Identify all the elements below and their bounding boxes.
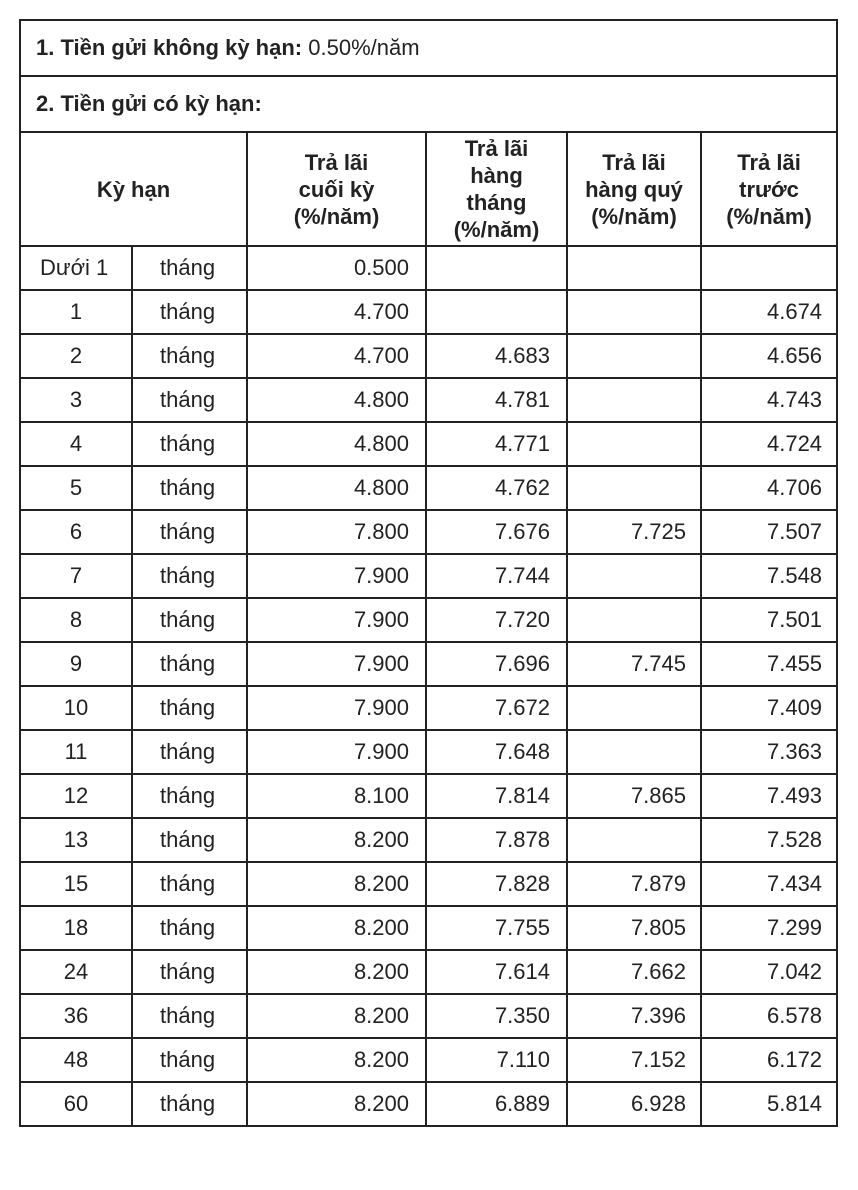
unit-cell: tháng bbox=[132, 1082, 247, 1126]
table-row bbox=[20, 554, 837, 598]
quarterly-rate-cell bbox=[567, 334, 701, 378]
upfront-rate-cell: 6.172 bbox=[701, 1038, 837, 1082]
upfront-rate-cell: 7.507 bbox=[701, 510, 837, 554]
upfront-rate-cell: 7.409 bbox=[701, 686, 837, 730]
quarterly-rate-cell bbox=[567, 378, 701, 422]
quarterly-rate-cell bbox=[567, 554, 701, 598]
unit-cell: tháng bbox=[132, 994, 247, 1038]
interest-rate-table bbox=[19, 19, 838, 1127]
unit-cell: tháng bbox=[132, 1038, 247, 1082]
header-end-of-term bbox=[247, 132, 426, 246]
table-row bbox=[20, 906, 837, 950]
term-cell: 24 bbox=[20, 950, 132, 994]
term-cell: 7 bbox=[20, 554, 132, 598]
upfront-rate-cell: 7.363 bbox=[701, 730, 837, 774]
end-of-term-rate-cell: 7.900 bbox=[247, 730, 426, 774]
end-of-term-rate-cell: 7.900 bbox=[247, 598, 426, 642]
monthly-rate-cell: 4.771 bbox=[426, 422, 567, 466]
term-cell: 6 bbox=[20, 510, 132, 554]
end-of-term-rate-cell: 8.200 bbox=[247, 818, 426, 862]
end-of-term-rate-cell: 4.700 bbox=[247, 334, 426, 378]
table-row bbox=[20, 598, 837, 642]
end-of-term-rate-cell: 0.500 bbox=[247, 246, 426, 290]
rate-rows bbox=[20, 246, 837, 1126]
unit-cell: tháng bbox=[132, 554, 247, 598]
header-upfront-line-1: Trả lãi bbox=[737, 149, 801, 175]
quarterly-rate-cell bbox=[567, 598, 701, 642]
end-of-term-rate-cell: 7.800 bbox=[247, 510, 426, 554]
term-cell: 11 bbox=[20, 730, 132, 774]
monthly-rate-cell: 7.755 bbox=[426, 906, 567, 950]
term-cell: 36 bbox=[20, 994, 132, 1038]
quarterly-rate-cell: 7.662 bbox=[567, 950, 701, 994]
header-end-line-2: cuối kỳ bbox=[298, 176, 375, 202]
upfront-rate-cell: 5.814 bbox=[701, 1082, 837, 1126]
quarterly-rate-cell: 7.396 bbox=[567, 994, 701, 1038]
unit-cell: tháng bbox=[132, 598, 247, 642]
end-of-term-rate-cell: 4.800 bbox=[247, 422, 426, 466]
upfront-rate-cell: 6.578 bbox=[701, 994, 837, 1038]
demand-deposit-rate: 0.50%/năm bbox=[308, 35, 420, 60]
term-cell: 5 bbox=[20, 466, 132, 510]
quarterly-rate-cell bbox=[567, 466, 701, 510]
upfront-rate-cell: 7.434 bbox=[701, 862, 837, 906]
table-row bbox=[20, 642, 837, 686]
table-row bbox=[20, 1038, 837, 1082]
unit-cell: tháng bbox=[132, 246, 247, 290]
header-upfront-line-2: trước bbox=[739, 176, 799, 202]
term-deposit-cell bbox=[20, 76, 837, 132]
unit-cell: tháng bbox=[132, 906, 247, 950]
monthly-rate-cell bbox=[426, 246, 567, 290]
term-cell: 10 bbox=[20, 686, 132, 730]
upfront-rate-cell: 7.455 bbox=[701, 642, 837, 686]
upfront-rate-cell: 4.724 bbox=[701, 422, 837, 466]
end-of-term-rate-cell: 4.800 bbox=[247, 466, 426, 510]
term-cell: 4 bbox=[20, 422, 132, 466]
upfront-rate-cell: 7.493 bbox=[701, 774, 837, 818]
term-cell: Dưới 1 bbox=[20, 246, 132, 290]
header-quarterly-line-1: Trả lãi bbox=[602, 149, 666, 175]
term-deposit-label: 2. Tiền gửi có kỳ hạn: bbox=[36, 91, 262, 116]
table-row bbox=[20, 378, 837, 422]
term-cell: 3 bbox=[20, 378, 132, 422]
upfront-rate-cell: 4.706 bbox=[701, 466, 837, 510]
unit-cell: tháng bbox=[132, 774, 247, 818]
quarterly-rate-cell bbox=[567, 290, 701, 334]
header-quarterly bbox=[567, 132, 701, 246]
quarterly-rate-cell: 7.805 bbox=[567, 906, 701, 950]
upfront-rate-cell: 7.042 bbox=[701, 950, 837, 994]
table-row bbox=[20, 422, 837, 466]
table-row bbox=[20, 510, 837, 554]
header-monthly-line-1: Trả lãi bbox=[464, 136, 529, 161]
end-of-term-rate-cell: 8.100 bbox=[247, 774, 426, 818]
demand-deposit-cell bbox=[20, 20, 837, 76]
table-row bbox=[20, 1082, 837, 1126]
upfront-rate-cell: 4.674 bbox=[701, 290, 837, 334]
quarterly-rate-cell: 7.879 bbox=[567, 862, 701, 906]
unit-cell: tháng bbox=[132, 422, 247, 466]
end-of-term-rate-cell: 7.900 bbox=[247, 686, 426, 730]
table-row bbox=[20, 818, 837, 862]
header-quarterly-line-3: (%/năm) bbox=[591, 203, 677, 229]
header-end-line-3: (%/năm) bbox=[293, 203, 380, 229]
header-upfront bbox=[701, 132, 837, 246]
end-of-term-rate-cell: 4.700 bbox=[247, 290, 426, 334]
upfront-rate-cell: 4.743 bbox=[701, 378, 837, 422]
table-row bbox=[20, 466, 837, 510]
end-of-term-rate-cell: 4.800 bbox=[247, 378, 426, 422]
monthly-rate-cell: 7.828 bbox=[426, 862, 567, 906]
upfront-rate-cell: 7.528 bbox=[701, 818, 837, 862]
unit-cell: tháng bbox=[132, 642, 247, 686]
monthly-rate-cell: 7.676 bbox=[426, 510, 567, 554]
quarterly-rate-cell: 7.725 bbox=[567, 510, 701, 554]
end-of-term-rate-cell: 8.200 bbox=[247, 1038, 426, 1082]
unit-cell: tháng bbox=[132, 466, 247, 510]
end-of-term-rate-cell: 7.900 bbox=[247, 554, 426, 598]
unit-cell: tháng bbox=[132, 818, 247, 862]
demand-deposit-label: 1. Tiền gửi không kỳ hạn: bbox=[36, 35, 303, 60]
term-cell: 48 bbox=[20, 1038, 132, 1082]
header-monthly-line-3: tháng bbox=[466, 190, 527, 215]
section-2-row bbox=[20, 76, 837, 132]
quarterly-rate-cell: 6.928 bbox=[567, 1082, 701, 1126]
header-term-label: Kỳ hạn bbox=[96, 176, 171, 202]
upfront-rate-cell: 4.656 bbox=[701, 334, 837, 378]
header-monthly-line-4: (%/năm) bbox=[453, 217, 540, 242]
monthly-rate-cell: 7.744 bbox=[426, 554, 567, 598]
end-of-term-rate-cell: 8.200 bbox=[247, 1082, 426, 1126]
table-row bbox=[20, 862, 837, 906]
monthly-rate-cell: 4.781 bbox=[426, 378, 567, 422]
term-cell: 13 bbox=[20, 818, 132, 862]
unit-cell: tháng bbox=[132, 378, 247, 422]
term-cell: 1 bbox=[20, 290, 132, 334]
quarterly-rate-cell: 7.152 bbox=[567, 1038, 701, 1082]
monthly-rate-cell: 4.683 bbox=[426, 334, 567, 378]
monthly-rate-cell: 7.814 bbox=[426, 774, 567, 818]
end-of-term-rate-cell: 8.200 bbox=[247, 950, 426, 994]
monthly-rate-cell: 7.648 bbox=[426, 730, 567, 774]
table-row bbox=[20, 334, 837, 378]
upfront-rate-cell: 7.548 bbox=[701, 554, 837, 598]
quarterly-rate-cell bbox=[567, 818, 701, 862]
column-header-row bbox=[20, 132, 837, 246]
monthly-rate-cell: 6.889 bbox=[426, 1082, 567, 1126]
term-cell: 60 bbox=[20, 1082, 132, 1126]
end-of-term-rate-cell: 8.200 bbox=[247, 862, 426, 906]
quarterly-rate-cell bbox=[567, 246, 701, 290]
table-row bbox=[20, 774, 837, 818]
quarterly-rate-cell bbox=[567, 686, 701, 730]
header-term bbox=[20, 132, 247, 246]
term-cell: 2 bbox=[20, 334, 132, 378]
monthly-rate-cell: 4.762 bbox=[426, 466, 567, 510]
unit-cell: tháng bbox=[132, 334, 247, 378]
term-cell: 15 bbox=[20, 862, 132, 906]
monthly-rate-cell: 7.110 bbox=[426, 1038, 567, 1082]
header-monthly-line-2: hàng bbox=[470, 163, 523, 188]
monthly-rate-cell bbox=[426, 290, 567, 334]
unit-cell: tháng bbox=[132, 862, 247, 906]
table-row bbox=[20, 246, 837, 290]
table-row bbox=[20, 950, 837, 994]
quarterly-rate-cell: 7.865 bbox=[567, 774, 701, 818]
table-row bbox=[20, 730, 837, 774]
upfront-rate-cell: 7.501 bbox=[701, 598, 837, 642]
unit-cell: tháng bbox=[132, 686, 247, 730]
unit-cell: tháng bbox=[132, 730, 247, 774]
header-monthly bbox=[426, 132, 567, 246]
term-cell: 9 bbox=[20, 642, 132, 686]
header-upfront-line-3: (%/năm) bbox=[726, 203, 812, 229]
monthly-rate-cell: 7.720 bbox=[426, 598, 567, 642]
quarterly-rate-cell bbox=[567, 730, 701, 774]
table-row bbox=[20, 994, 837, 1038]
header-end-line-1: Trả lãi bbox=[304, 149, 369, 175]
monthly-rate-cell: 7.672 bbox=[426, 686, 567, 730]
quarterly-rate-cell: 7.745 bbox=[567, 642, 701, 686]
table-row bbox=[20, 290, 837, 334]
monthly-rate-cell: 7.696 bbox=[426, 642, 567, 686]
end-of-term-rate-cell: 8.200 bbox=[247, 994, 426, 1038]
section-1-row bbox=[20, 20, 837, 76]
unit-cell: tháng bbox=[132, 290, 247, 334]
term-cell: 12 bbox=[20, 774, 132, 818]
monthly-rate-cell: 7.350 bbox=[426, 994, 567, 1038]
table-row bbox=[20, 686, 837, 730]
term-cell: 8 bbox=[20, 598, 132, 642]
upfront-rate-cell bbox=[701, 246, 837, 290]
monthly-rate-cell: 7.614 bbox=[426, 950, 567, 994]
monthly-rate-cell: 7.878 bbox=[426, 818, 567, 862]
unit-cell: tháng bbox=[132, 950, 247, 994]
end-of-term-rate-cell: 8.200 bbox=[247, 906, 426, 950]
term-cell: 18 bbox=[20, 906, 132, 950]
upfront-rate-cell: 7.299 bbox=[701, 906, 837, 950]
quarterly-rate-cell bbox=[567, 422, 701, 466]
end-of-term-rate-cell: 7.900 bbox=[247, 642, 426, 686]
header-quarterly-line-2: hàng quý bbox=[585, 176, 683, 202]
unit-cell: tháng bbox=[132, 510, 247, 554]
interest-rate-table-container bbox=[19, 19, 836, 1127]
